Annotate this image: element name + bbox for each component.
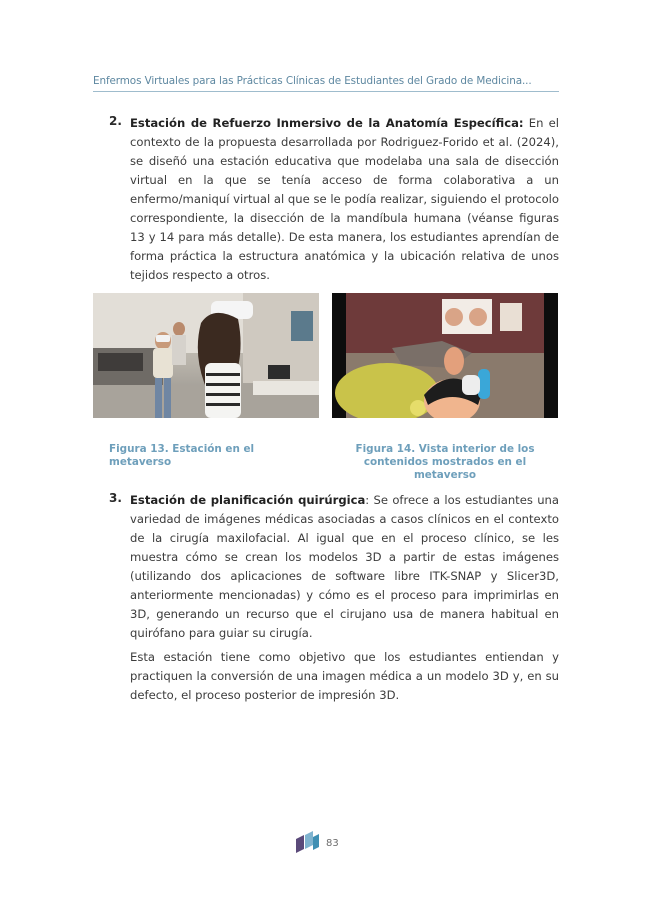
figure-14-caption: Figura 14. Vista interior de los contenidos mostrados en el metaverso xyxy=(355,443,535,481)
figure-13-photo xyxy=(93,293,319,418)
item-number: 3. xyxy=(109,491,122,505)
item-paragraph: Esta estación tiene como objetivo que los estudiantes entiendan y practiquen la conversión de una imagen médica a un modelo 3D y, en su defecto, el proceso posterior de impresión 3D. xyxy=(130,650,559,702)
item-number: 2. xyxy=(109,114,122,128)
running-header: Enfermos Virtuales para las Prácticas Clínicas de Estudiantes del Grado de Medicina... xyxy=(93,75,532,87)
header-rule xyxy=(93,91,559,92)
figure-14-image xyxy=(332,293,558,418)
item-title: Estación de Refuerzo Inmersivo de la Anatomía Específica: xyxy=(130,116,524,130)
list-item-surgical-planning xyxy=(93,491,559,705)
figure-13-caption: Figura 13. Estación en el metaverso xyxy=(109,443,255,468)
item-text xyxy=(130,491,559,643)
item-body: En el contexto de la propuesta desarrollada por Rodriguez-Forido et al. (2024), se diseñó una estación educativa que modelaba una sala de disección virtual en la que se tenía acceso de forma colaborativa a un enfermo/maniquí virtual al que se le podía realizar, siguiendo el protocolo correspondiente, la disección de la mandíbula humana (véanse figuras 13 y 14 para más detalle). De esta manera, los estudiantes aprendían de forma práctica la estructura anatómica y la ubicación relativa de unos tejidos respecto a otros. xyxy=(130,116,560,282)
list-item-inmersive-station xyxy=(93,114,559,285)
page-number: 83 xyxy=(326,838,339,849)
figure-13-image xyxy=(93,293,319,418)
item-title: Estación de planificación quirúrgica xyxy=(130,493,366,507)
publisher-logo-icon xyxy=(293,827,321,855)
item-text xyxy=(130,114,559,285)
item-body: : Se ofrece a los estudiantes una variedad de imágenes médicas asociadas a casos clínicos en el contexto de la cirugía maxilofacial. Al igual que en el proceso clínico, se les muestra cómo se crean los modelos 3D a partir de estas imágenes (utilizando dos aplicaciones de software libre ITK-SNAP y Slicer3D, anteriormente mencionadas) y cómo es el proceso para imprimirlas en 3D, generando un recurso que el cirujano usa de manera habitual en quirófano para guiar su cirugía. xyxy=(130,493,560,640)
figure-14-photo xyxy=(332,293,558,418)
